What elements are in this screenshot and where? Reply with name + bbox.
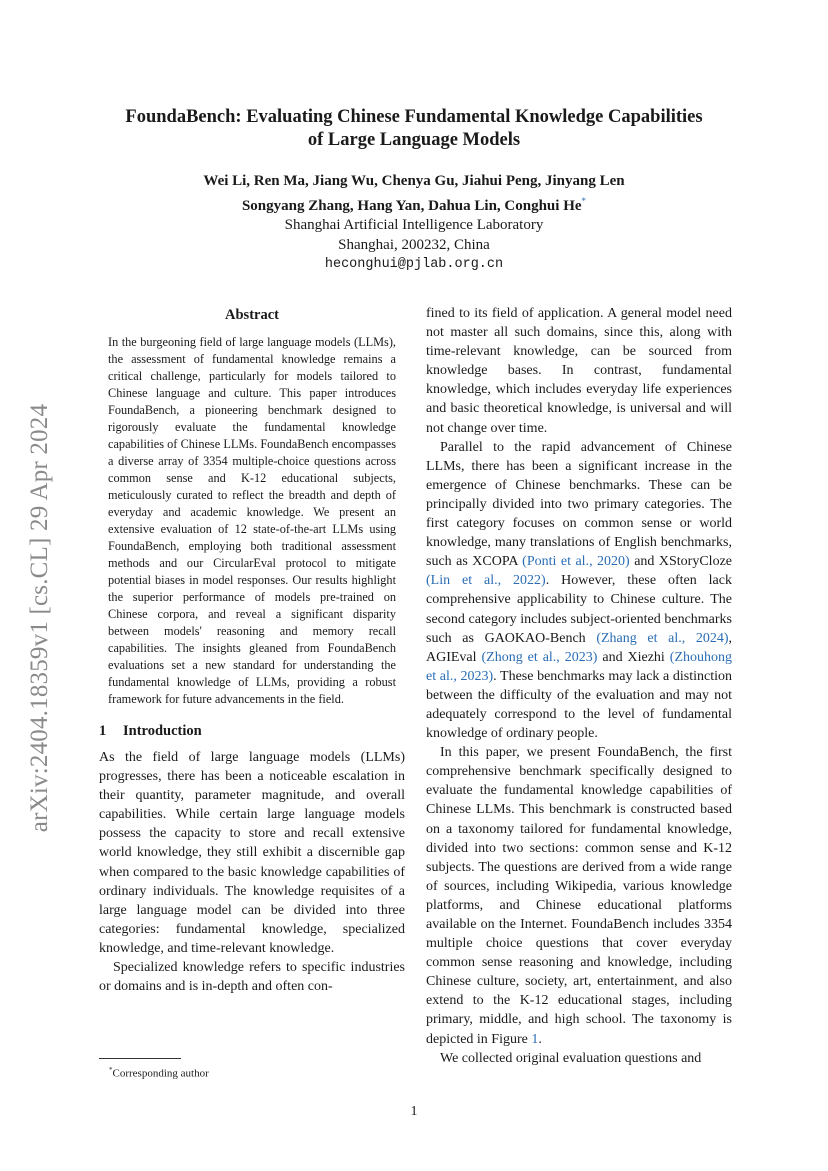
right-paragraph-2: [426, 438, 732, 744]
right-column: [426, 304, 732, 1068]
text-span: .: [538, 1031, 542, 1047]
right-paragraph-4: We collected original evaluation questions and: [440, 1050, 702, 1066]
arxiv-identifier: [24, 365, 56, 870]
footnote: [109, 1063, 209, 1081]
page-number: 1: [410, 1104, 418, 1119]
intro-paragraph-1: As the field of large language models (LLMs) progresses, there has been a noticeable escalation in their quantity, parameter magnitude, and overall capabilities. While certain large language models possess the capacity to store and recall extensive world knowledge, they still exhibit a discernible gap when compared to the basic knowledge capabilities of ordinary individuals. The knowledge requisites of a large language model can be divided into three categories: fundamental knowledge, specialized knowledge, and time-relevant knowledge.: [99, 750, 405, 956]
citation-zhouhong-2023[interactable]: (Zhouhong et al., 2023): [426, 649, 732, 684]
figure-reference-1[interactable]: 1: [531, 1031, 539, 1047]
citation-lin-2022[interactable]: (Lin et al., 2022): [426, 573, 546, 589]
text-span: In this paper, we present FoundaBench, the first comprehensive benchmark specifically designed to evaluate the fundamental knowledge capabilities of Chinese LLMs. This benchmark is constructed based on a taxonomy tailored for fundamental knowledge, divided into two sections: common sense and K-12 subjects. The questions are derived from a wide range of sources, including Wikipedia, various knowledge platforms, and Chinese educational platforms available on the Internet. FoundaBench includes 3354 multiple choice questions that cover everyday common sense reasoning and knowledge, including Chinese culture, society, art, entertainment, and also extend to the K-12 educational stages, including primary, middle, and high school. The taxonomy is depicted in Figure: [426, 745, 732, 1047]
text-span: . These benchmarks may lack a distinction between the difficulty of the evaluation and may not adequately correspond to the level of fundamental knowledge of ordinary people.: [426, 668, 732, 742]
text-span: and XStoryCloze: [629, 554, 732, 570]
citation-ponti-2020[interactable]: (Ponti et al., 2020): [522, 554, 630, 570]
right-paragraph-3: [426, 743, 732, 1049]
affiliation: Shanghai Artificial Intelligence Laboratory: [284, 217, 544, 233]
abstract-heading: Abstract: [225, 307, 279, 323]
text-span: and Xiezhi: [597, 649, 670, 665]
right-paragraph-1: fined to its field of application. A general model need not master all such domains, since this, along with time-relevant knowledge, can be sourced from knowledge bases. In contrast, fundamental knowledge, which includes everyday life experiences and basic theoretical knowledge, is universal and will not change over time.: [426, 306, 732, 436]
abstract-text: In the burgeoning field of large language models (LLMs), the assessment of fundamental knowledge remains a critical challenge, particularly for models tailored to Chinese language and culture. This paper introduces FoundaBench, a pioneering benchmark designed to rigorously evaluate the fundamental knowledge capabilities of Chinese LLMs. FoundaBench encompasses a diverse array of 3354 multiple-choice questions across common sense and K-12 educational subjects, meticulously curated to reflect the breadth and depth of everyday and academic knowledge. We present an extensive evaluation of 12 state-of-the-art LLMs using FoundaBench, employing both traditional assessment methods and our CircularEval protocol to mitigate potential biases in model responses. Our results highlight the superior performance of models pre-trained on Chinese corpora, and reveal a significant disparity between models' reasoning and memory recall capabilities. The insights gleaned from FoundaBench evaluations set a new standard for understanding the fundamental knowledge of LLMs, providing a robust framework for future advancements in the field.: [108, 335, 396, 706]
corresponding-author-mark[interactable]: *: [581, 195, 587, 206]
section-heading-introduction: [99, 722, 405, 741]
author-email: heconghui@pjlab.org.cn: [324, 257, 504, 272]
author-names-line-1: Wei Li, Ren Ma, Jiang Wu, Chenya Gu, Jiahui Peng, Jinyang Len: [203, 173, 625, 189]
author-block: [90, 172, 738, 275]
left-column: [99, 306, 405, 996]
location: Shanghai, 200232, China: [338, 236, 490, 253]
author-names-line-2: [90, 192, 738, 217]
footnote-divider: [99, 1058, 181, 1059]
footnote-text: Corresponding author: [112, 1067, 209, 1080]
intro-paragraph-2: Specialized knowledge refers to specific industries or domains and is in-depth and often con-: [99, 960, 405, 995]
arxiv-identifier-text: arXiv:2404.18359v1 [cs.CL] 29 Apr 2024: [26, 403, 54, 832]
text-span: Parallel to the rapid advancement of Chinese LLMs, there has been a significant increase in the emergence of Chinese benchmarks. These can be principally divided into two primary categories. The first category focuses on common sense or world knowledge, many translations of English benchmarks, such as XCOPA: [426, 439, 732, 570]
paper-title: [70, 106, 758, 152]
section-title: Introduction: [123, 723, 202, 739]
paper-title-line-2: of Large Language Models: [307, 130, 521, 150]
citation-zhang-2024[interactable]: (Zhang et al., 2024): [596, 630, 729, 646]
author-names-line-2-text: Songyang Zhang, Hang Yan, Dahua Lin, Conghui He: [241, 197, 582, 214]
text-span: . However, these often lack comprehensive applicability to Chinese culture. The second category includes subject-oriented benchmarks such as GAOKAO-Bench: [426, 573, 732, 646]
citation-zhong-2023[interactable]: (Zhong et al., 2023): [481, 649, 598, 665]
paper-title-line-1: FoundaBench: Evaluating Chinese Fundamental Knowledge Capabilities: [125, 107, 703, 127]
footnote-mark: *: [109, 1066, 113, 1074]
section-number: 1: [99, 723, 107, 739]
text-span: , AGIEval: [426, 630, 733, 665]
